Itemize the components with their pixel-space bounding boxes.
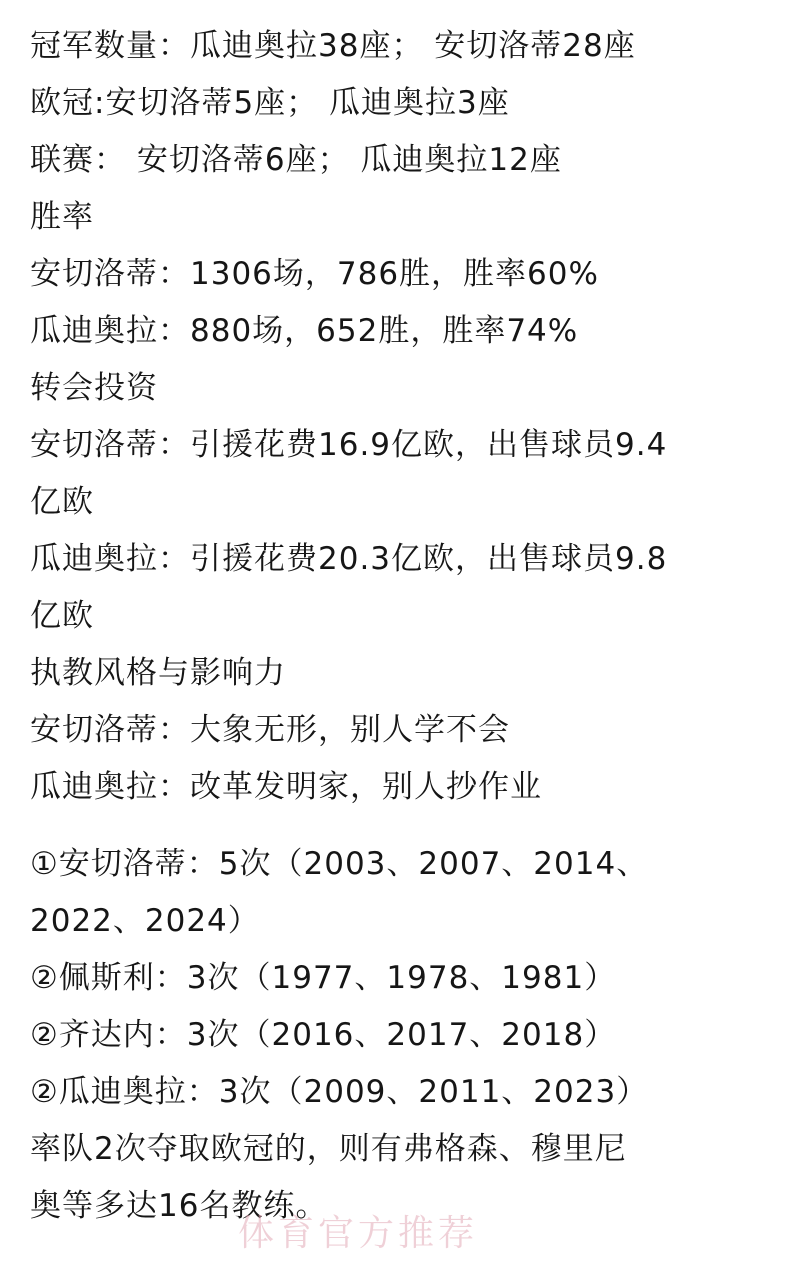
section-heading: 执教风格与影响力 [30,655,286,691]
section-heading: 转会投资 [30,370,158,406]
text-line: 欧冠:安切洛蒂5座； 瓜迪奥拉3座 [30,85,510,121]
text-line: 冠军数量：瓜迪奥拉38座； 安切洛蒂28座 [30,28,636,64]
section-heading: 胜率 [30,199,94,235]
text-line: 瓜迪奥拉：引援花费20.3亿欧，出售球员9.8 [30,541,668,577]
ranking-line: 奥等多达16名教练。 [30,1188,328,1224]
ranking-line: ②瓜迪奥拉：3次（2009、2011、2023） [30,1074,649,1110]
text-line: 亿欧 [30,598,94,634]
watermark: 体育官方推荐 [238,1213,479,1254]
ranking-line: ②齐达内：3次（2016、2017、2018） [30,1017,617,1053]
text-line: 安切洛蒂：引援花费16.9亿欧，出售球员9.4 [30,427,668,463]
paragraph-spacer [30,816,774,836]
ranking-line: ②佩斯利：3次（1977、1978、1981） [30,960,617,996]
text-line: 瓜迪奥拉：880场，652胜，胜率74% [30,313,579,349]
ranking-line: 率队2次夺取欧冠的，则有弗格森、穆里尼 [30,1131,627,1167]
text-line: 亿欧 [30,484,94,520]
ranking-line: 2022、2024） [30,903,260,939]
text-line: 联赛： 安切洛蒂6座； 瓜迪奥拉12座 [30,142,562,178]
text-line: 瓜迪奥拉：改革发明家，别人抄作业 [30,769,542,805]
text-line: 安切洛蒂：1306场，786胜，胜率60% [30,256,599,292]
ranking-line: ①安切洛蒂：5次（2003、2007、2014、 [30,846,649,882]
text-line: 安切洛蒂：大象无形，别人学不会 [30,712,510,748]
